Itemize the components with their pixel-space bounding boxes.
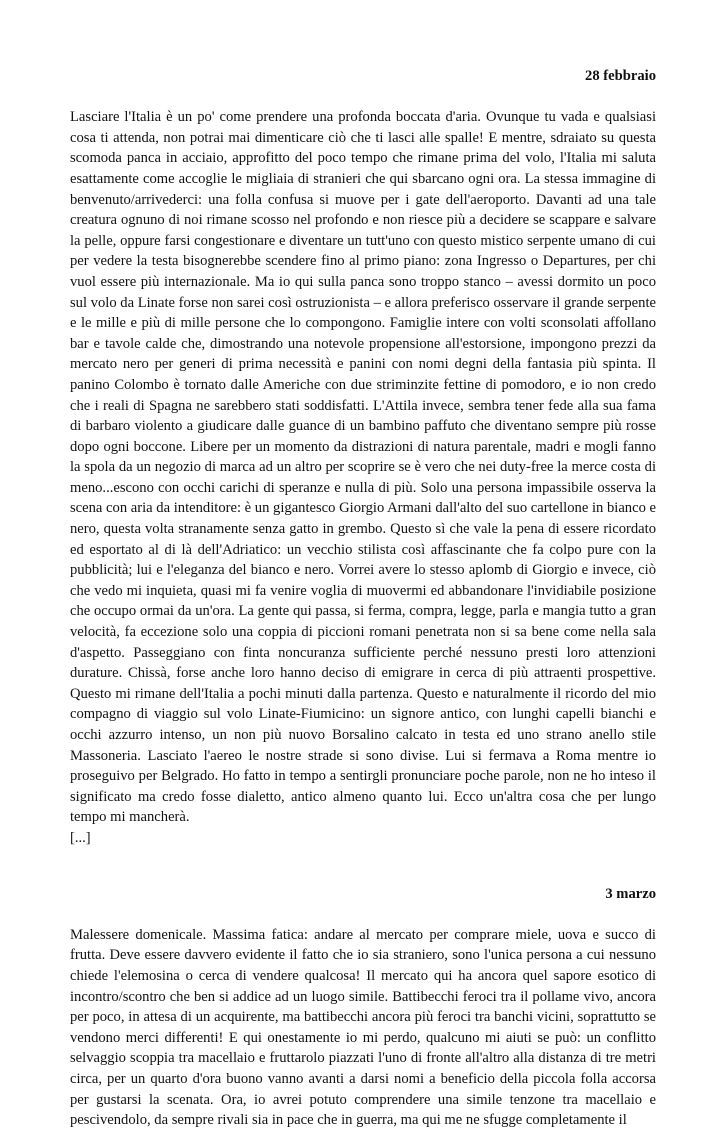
document-page [70, 66, 656, 1131]
diary-entry [70, 884, 656, 1131]
entry-date-heading: 3 marzo [605, 885, 656, 902]
entry-body-text: Malessere domenicale. Massima fatica: andare al mercato per comprare miele, uova e succo di frutta. Deve essere davvero evidente il fatto che io sia straniero, sono l'unica persona a cui nessuno chiede l'elemosina o cerca di vendere qualcosa! Il mercato qui ha ancora quel sapore esotico di incontro/scontro che ben si addice ad un luogo simile. Battibecchi feroci tra il pollame vivo, ancora per poco, in attesa di un acquirente, ma battibecchi ancora più feroci tra banchi vicini, soprattutto se vendono merci differenti! E qui onestamente io mi perdo, qualcuno mi aiuti se può: un conflitto selvaggio scoppia tra macellaio e fruttarolo piazzati l'uno di fronte all'altro alla distanza di tre metri circa, per un quarto d'ora buono vanno avanti a darsi nomi a beneficio della piccola folla accorsa per gustarsi la scenata. Ora, io avrei potuto comprendere una simile tenzone tra macellaio e pescivendolo, da sempre rivali sia in pace che in guerra, ma qui me ne sfugge completamente il [70, 926, 656, 1129]
spacer [70, 87, 656, 108]
omission-marker: [...] [70, 829, 91, 846]
diary-entry [70, 66, 656, 849]
entry-body-text: Lasciare l'Italia è un po' come prendere una profonda boccata d'aria. Ovunque tu vada e qualsiasi cosa ti attenda, non potrai mai dimenticare ciò che ti lasci alle spalle! E mentre, sdraiato su questa scomoda panca in acciaio, approfitto del poco tempo che rimane prima del volo, l'Italia mi saluta esattamente come accoglie le migliaia di stranieri che qui sbarcano ogni ora. La stessa immagine di benvenuto/arrivederci: una folla confusa si muove per i gate dell'aeroporto. Davanti ad una tale creatura ognuno di noi rimane scosso nel profondo e non riesce più a decidere se scappare e salvare la pelle, oppure farsi congestionare e diventare un tutt'uno con questo mistico serpente umano di cui per vedere la testa bisognerebbe scendere fino al primo piano: zona Ingresso o Departures, per chi vuol essere più internazionale. Ma io qui sulla panca sono troppo stanco – avessi dormito un poco sul volo da Linate forse non sarei così ostruzionista – e allora preferisco osservare il grande serpente e le mille e più di mille persone che lo compongono. Famiglie intere con volti sconsolati affollano bar e tavole calde che, dimostrando una notevole propensione all'estorsione, impongono prezzi da mercato nero per generi di prima necessità e panini con nomi degni della fantasia più spinta. Il panino Colombo è tornato dalle Americhe con due striminzite fettine di pomodoro, e io non credo che i reali di Spagna ne sarebbero stati soddisfatti. L'Attila invece, sembra tener fede alla sua fama di barbaro violento a giudicare dalle guance di un bambino paffuto che diventano sempre più rosse dopo ogni boccone. Libere per un momento da distrazioni di natura parentale, madri e mogli fanno la spola da un negozio di marca ad un altro per scoprire se è vero che nei duty-free la merce costa di meno...escono con occhi carichi di speranze e nulla di più. Solo una persona impassibile osserva la scena con aria da intenditore: è un gigantesco Giorgio Armani dall'alto del suo cartellone in bianco e nero, questa volta stranamente senza gatto in grembo. Questo sì che vale la pena di essere ricordato ed esportato al di là dell'Adriatico: un vecchio stilista così affascinante che fa colpo pure con la pubblicità; lui e l'eleganza del bianco e nero. Vorrei avere lo stesso aplomb di Giorgio e invece, ciò che vedo mi inquieta, quasi mi fa venire voglia di muovermi ed abbandonare l'invidiabile posizione che occupo ormai da un'ora. La gente qui passa, si ferma, compra, legge, parla e mangia tutto a gran velocità, fa eccezione solo una coppia di piccioni romani penetrata non si sa bene come nella sala d'aspetto. Passeggiano con finta noncuranza sufficiente perché nessuno presti loro attenzioni durature. Chissà, forse anche loro hanno deciso di emigrare in cerca di più attraenti prospettive. Questo mi rimane dell'Italia a pochi minuti dalla partenza. Questo e naturalmente il ricordo del mio compagno di viaggio sul volo Linate-Fiumicino: un signore antico, con lunghi capelli bianchi e occhi azzurro intenso, un non più nuovo Borsalino calcato in testa ed uno strano anello stile Massoneria. Lasciato l'aereo le nostre strade si sono divise. Lui si fermava a Roma mentre io proseguivo per Belgrado. Ho fatto in tempo a sentirgli pronunciare poche parole, non ne ho inteso il significato ma credo fosse dialetto, antico almeno quanto lui. Ecco un'altra cosa che per lungo tempo mi mancherà. [70, 109, 656, 826]
spacer [70, 849, 656, 884]
entry-date-heading: 28 febbraio [585, 68, 656, 84]
spacer [70, 904, 656, 925]
